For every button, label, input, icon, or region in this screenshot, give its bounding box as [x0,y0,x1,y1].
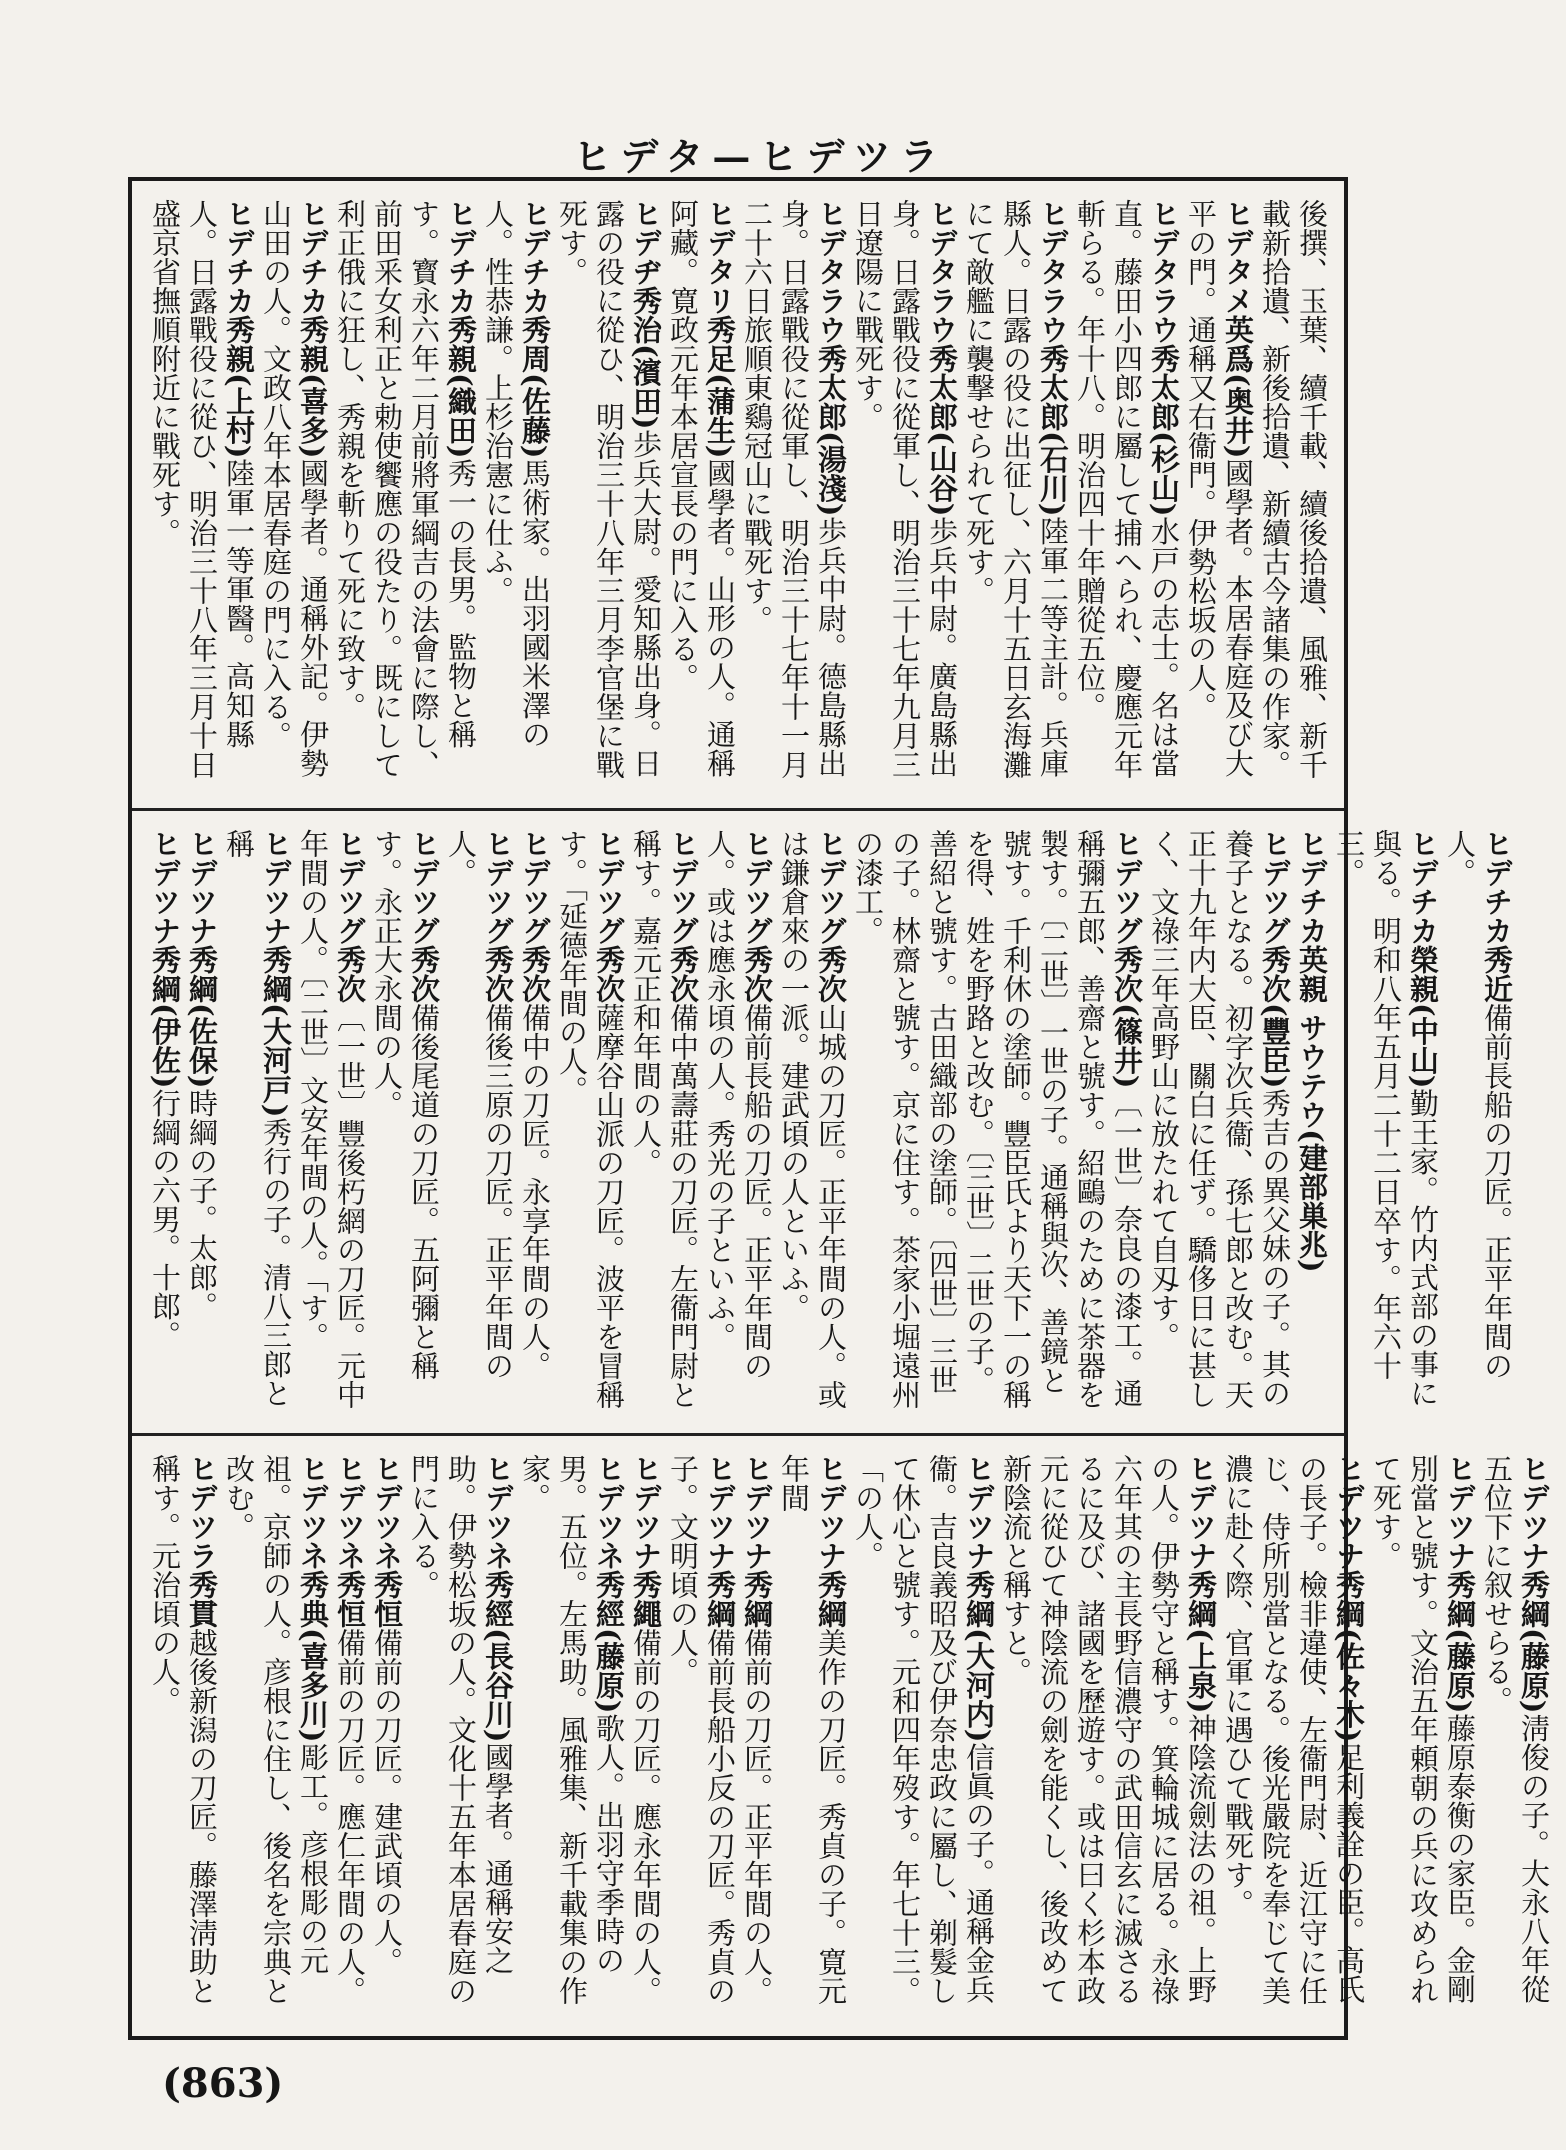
dictionary-entry [627,1454,664,2018]
entry-description: 備中萬壽莊の刀匠。左衞門尉と稱す。嘉元正和年間の人。 [629,829,700,1409]
entry-description: 秀行の子。清八三郎と稱 [222,829,293,1408]
entry-kana: ヒデツグ [1258,829,1292,945]
entry-headword: 秀太郎(石川) [1036,344,1070,517]
entry-headword: 英親 サウテウ(建部巣兆) [1295,945,1329,1273]
entry-headword: 秀綱 [703,1570,737,1628]
entry-headword: 秀親(喜多) [296,315,330,459]
dictionary-entry [1367,1454,1478,2018]
entry-kana: ヒデタリ [703,199,737,315]
entry-column [132,1436,1566,2036]
dictionary-entry [405,1454,516,2018]
entry-description: 國學者。山形の人。通稱阿藏。寛政元年本居宣長の門に入る。 [666,199,737,778]
entry-description: 陸軍二等主計。兵庫縣人。日露の役に出征し、六月十五日玄海灘にて敵艦に襲撃せられて死す。 [962,199,1070,779]
entry-kana: ヒデツグ [814,829,848,945]
section-top [132,181,1344,808]
entry-description: 備前長船小反の刀匠。秀貞の子。文明頃の人。 [666,1454,737,2005]
entry-kana: ヒデタラウ [925,199,959,344]
entry-headword: 秀恒 [333,1570,367,1628]
entry-kana: ヒデツナ [703,1454,737,1570]
entry-description: 藤原泰衡の家臣。金剛別當と號す。文治五年頼朝の兵に攻められて死す。 [1369,1454,1477,2005]
entry-kana: ヒデツナ [1332,1454,1366,1570]
entry-description: 行綱の六男。十郎。 [148,1088,182,1350]
entry-kana: ヒデツネ [481,1454,515,1570]
dictionary-entry [220,829,294,1415]
entry-headword: 秀次 [333,945,367,1003]
entry-headword: 秀次 [592,945,626,1003]
entry-headword: 秀貫 [185,1570,219,1628]
dictionary-entry [1441,829,1515,1415]
dictionary-entry [331,1454,368,2018]
page-frame [128,177,1551,2040]
entry-kana: ヒデツナ [259,829,293,945]
dictionary-entry [294,829,368,1415]
entry-kana: ヒデツナ [1517,1454,1551,1570]
entry-headword: 秀繩 [629,1570,663,1628]
entry-description: 足利義詮の臣。高氏の長子。檢非違使、左衞門尉、近江守に任じ、侍所別當となる。後光嚴院を奉じて美濃に赴く際、官軍に遇ひて戰死す。 [1221,1454,1366,2005]
entry-description: 馬術家。出羽國米澤の人。性恭謙。上杉治憲に仕ふ。 [481,199,552,749]
entry-column [132,811,1529,1433]
entry-kana: ヒデツグ [592,829,626,945]
entry-description: 歌人。出羽守季時の男。五位。左馬助。風雅集、新千載集の作家。 [518,1454,626,2005]
entry-kana: ヒデツナ [1184,1454,1218,1570]
dictionary-entry [997,1454,1219,2018]
running-header: ヒデタ—ヒデツラ [573,134,947,179]
entry-headword: 秀近 [1480,945,1514,1003]
dictionary-entry [664,199,738,790]
entry-description: 神陰流劍法の祖。上野の人。伊勢守と稱す。箕輪城に居る。永祿六年其の主長野信濃守の武田信玄に滅さるるに及び、諸國を歷遊す。或は曰く杉本政元に從ひて神陰流の劍を能くし、後改めて新陰流と稱すと。 [999,1454,1218,2005]
entry-kana: ヒデチカ [222,199,256,315]
entry-headword: 秀治(濱田) [629,286,663,430]
entry-kana: ヒデツグ [1110,829,1144,945]
entry-description: 備前の刀匠。正平年間の人。 [740,1628,774,2005]
dictionary-entry [738,199,849,790]
dictionary-entry [146,199,257,790]
entry-kana: ヒデツグ [518,829,552,945]
dictionary-entry [1219,1454,1367,2018]
entry-description: 後撰、玉葉、續千載、續後拾遺、風雅、新千載新拾遺、新後拾遺、新續古今諸集の作家。 [1258,199,1329,779]
entry-headword: 榮親(中山) [1406,945,1440,1089]
dictionary-entry [553,829,627,1415]
entry-description: 美作の刀匠。秀貞の子。寛元年間 [777,1454,848,2005]
entry-kana: ヒデチカ [518,199,552,315]
entry-kana: ヒデツグ [407,829,441,945]
dictionary-entry [368,829,442,1415]
entry-kana: ヒデツナ [1443,1454,1477,1570]
dictionary-entry [331,199,479,790]
page-number: (863) [162,2060,284,2107]
entry-headword: 秀綱(佐保) [185,945,219,1089]
entry-description: 國學者。通稱外記。伊勢山田の人。文政八年本居春庭の門に入る。 [259,199,330,778]
dictionary-entry [775,829,849,1415]
entry-description: 備後三原の刀匠。正平年間の人。 [444,829,515,1380]
entry-headword: 秀周(佐藤) [518,315,552,459]
entry-description: 備前長船の刀匠。正平年間の人。或は應永頃の人。秀光の子といふ。 [703,829,774,1380]
dictionary-entry [1256,199,1330,790]
dictionary-entry [146,1454,220,2018]
entry-kana: ヒデツネ [296,1454,330,1570]
entry-kana: ヒデツナ [814,1454,848,1570]
entry-kana: ヒデツラ [185,1454,219,1570]
entry-description: 〔一世〕奈良の漆工。通稱彌五郎、善齋と號す。紹鷗のために茶器を製す。〔二世〕一世の子。通稱與次、善鏡と號す。千利休の塗師。豐臣氏より天下一の稱を得、姓を野路と改む。〔三世〕二世の子。善紹と號す。古田織部の塗師。〔四世〕三世の子。林齋と號す。京に住す。茶家小堀遠州の漆工。 [851,829,1144,1409]
dictionary-entry [516,829,553,1415]
entry-headword: 秀次 [666,945,700,1003]
entry-headword: 秀次(豐臣) [1258,945,1292,1089]
dictionary-entry [442,829,516,1415]
entry-headword: 秀次 [740,945,774,1003]
dictionary-entry [849,199,960,790]
entry-kana: ヒデチカ [444,199,478,315]
entry-headword: 秀綱(佐々木) [1332,1570,1366,1743]
entry-kana: ヒデツナ [185,829,219,945]
entry-headword: 秀親(上村) [222,315,256,459]
entry-kana: ヒデツネ [592,1454,626,1570]
dictionary-entry [516,1454,627,2018]
entry-description: 時綱の子。太郎。 [185,1088,219,1321]
entry-headword: 秀綱(伊佐) [148,945,182,1089]
dictionary-entry [146,829,183,1415]
entry-headword: 秀綱(藤原) [1443,1570,1477,1714]
dictionary-entry [1182,199,1256,790]
entry-description: 備前の刀匠。應仁年間の人。 [333,1628,367,2005]
entry-headword: 秀次 [518,945,552,1003]
entry-description: 勤王家。竹内式部の事に與る。明和八年五月二十二日卒す。年六十三。 [1332,829,1440,1408]
entry-description: 信眞の子。通稱金兵衞。吉良義昭及び伊奈忠政に屬し、剃髮して休心と號す。元和四年歿す。年七十三。「の人。 [851,1454,996,2005]
entry-description: 薩摩谷山派の刀匠。波平を冒稱す。「延德年間の人。 [555,829,626,1409]
entry-kana: ヒデツグ [666,829,700,945]
entry-headword: 秀親(織田) [444,315,478,459]
entry-headword: 秀經(長谷川) [481,1570,515,1743]
entry-description: 彫工。彦根彫の元祖。京師の人。彦根に住し、後名を宗典と改む。 [222,1454,330,2005]
dictionary-entry [553,199,664,790]
entry-kana: ヒデツネ [370,1454,404,1570]
dictionary-entry [257,199,331,790]
entry-column [132,181,1344,808]
dictionary-entry [701,829,775,1415]
dictionary-entry [849,1454,997,2018]
entry-kana: ヒデチカ [1480,829,1514,945]
entry-description: 國學者。通稱安之助。伊勢松坂の人。文化十五年本居春庭の門に入る。 [407,1454,515,2005]
dictionary-entry [220,1454,331,2018]
entry-kana: ヒデツナ [629,1454,663,1570]
dictionary-entry [1293,829,1330,1415]
dictionary-entry [960,199,1071,790]
dictionary-entry [1071,199,1182,790]
entry-description: 歩兵中尉。德島縣出身。日露戰役に從軍し、明治三十七年十一月二十六日旅順東鷄冠山に戰死す。 [740,199,848,779]
entry-kana: ヒデヂ [629,199,663,286]
entry-headword: 秀典(喜多川) [296,1570,330,1743]
entry-description: 備中の刀匠。永享年間の人。 [518,1003,552,1380]
entry-headword: 秀綱(大河内) [962,1570,996,1743]
entry-description: 備前の刀匠。應永年間の人。 [629,1628,663,2005]
entry-headword: 秀足(蒲生) [703,315,737,459]
entry-description: 越後新潟の刀匠。藤澤淸助と稱す。元治頃の人。 [148,1454,219,2005]
entry-kana: ヒデツネ [333,1454,367,1570]
entry-headword: 秀次 [481,945,515,1003]
entry-description: 淸俊の子。大永八年從五位下に叙せらる。 [1480,1454,1551,2004]
entry-headword: 秀太郎(杉山) [1147,344,1181,517]
entry-kana: ヒデツナ [962,1454,996,1570]
entry-headword: 秀次 [407,945,441,1003]
entry-description: 山城の刀匠。正平年間の人。或は鎌倉來の一派。建武頃の人といふ。 [777,829,848,1409]
entry-description: 陸軍一等軍醫。高知縣人。日露戰役に從ひ、明治三十八年三月十日盛京省撫順附近に戰死す。 [148,199,256,779]
entry-kana: ヒデツナ [148,829,182,945]
entry-kana: ヒデタラウ [1036,199,1070,344]
dictionary-entry [1330,829,1441,1415]
entry-headword: 英爲(奥井) [1221,315,1255,459]
entry-headword: 秀次(篠井) [1110,945,1144,1089]
entry-kana: ヒデチカ [1295,829,1329,945]
dictionary-entry [775,1454,849,2018]
dictionary-entry [664,1454,738,2018]
dictionary-entry [849,829,1145,1415]
dictionary-entry [738,1454,775,2018]
dictionary-entry [1478,1454,1552,2018]
entry-kana: ヒデツナ [740,1454,774,1570]
entry-headword: 秀綱 [814,1570,848,1628]
entry-headword: 秀綱(大河戸) [259,945,293,1118]
entry-description: 備後尾道の刀匠。五阿彌と稱す。永正大永間の人。 [370,829,441,1380]
dictionary-entry [627,829,701,1415]
entry-headword: 秀太郎(山谷) [925,344,959,517]
entry-description: 歩兵大尉。愛知縣出身。日露の役に從ひ、明治三十八年三月李官堡に戰死す。 [555,199,663,779]
entry-headword: 秀綱 [740,1570,774,1628]
section-middle [132,808,1514,1433]
entry-kana: ヒデタメ [1221,199,1255,315]
dictionary-entry [368,1454,405,2018]
entry-kana: ヒデチカ [296,199,330,315]
section-bottom [132,1433,1551,2036]
entry-headword: 秀恒 [370,1570,404,1628]
entry-headword: 秀次 [814,945,848,1003]
entry-description: 〔一世〕豐後朽網の刀匠。元中年間の人。〔二世〕文安年間の人。「す。 [296,829,367,1409]
entry-description: 國學者。本居春庭及び大平の門。通稱又右衞門。伊勢松坂の人。 [1184,199,1255,778]
entry-headword: 秀綱(上泉) [1184,1570,1218,1714]
entry-headword: 秀太郎(湯淺) [814,344,848,517]
entry-kana: ヒデタラウ [1147,199,1181,344]
entry-kana: ヒデチカ [1406,829,1440,945]
entry-description: 秀吉の異父妹の子。其の養子となる。初字次兵衞、孫七郎と改む。天正十九年内大臣、關白に任ず。驕侈日に甚しく、文祿三年高野山に放たれて自刄す。 [1147,829,1292,1409]
entry-kana: ヒデツグ [740,829,774,945]
dictionary-entry [1145,829,1293,1415]
entry-headword: 秀綱(藤原) [1517,1570,1551,1714]
entry-kana: ヒデツグ [333,829,367,945]
entry-description: 備前の刀匠。建武頃の人。 [370,1628,404,1976]
entry-kana: ヒデツグ [481,829,515,945]
entry-description: 水戸の志士。名は當直。藤田小四郎に屬して捕へられ、慶應元年斬らる。年十八。明治四十年贈從五位。 [1073,199,1181,779]
entry-headword: 秀經(藤原) [592,1570,626,1714]
entry-kana: ヒデタラウ [814,199,848,344]
entry-description: 歩兵中尉。廣島縣出身。日露戰役に從軍し、明治三十七年九月三日遼陽に戰死す。 [851,199,959,779]
dictionary-entry [183,829,220,1415]
dictionary-entry [479,199,553,790]
entry-description: 備前長船の刀匠。正平年間の人。 [1443,829,1514,1380]
entry-description: 秀一の長男。監物と稱す。寳永六年二月前將軍綱吉の法會に際し、前田釆女利正と勅使饗應の役たり。既にして利正俄に狂し、秀親を斬りて死に致す。 [333,199,478,779]
